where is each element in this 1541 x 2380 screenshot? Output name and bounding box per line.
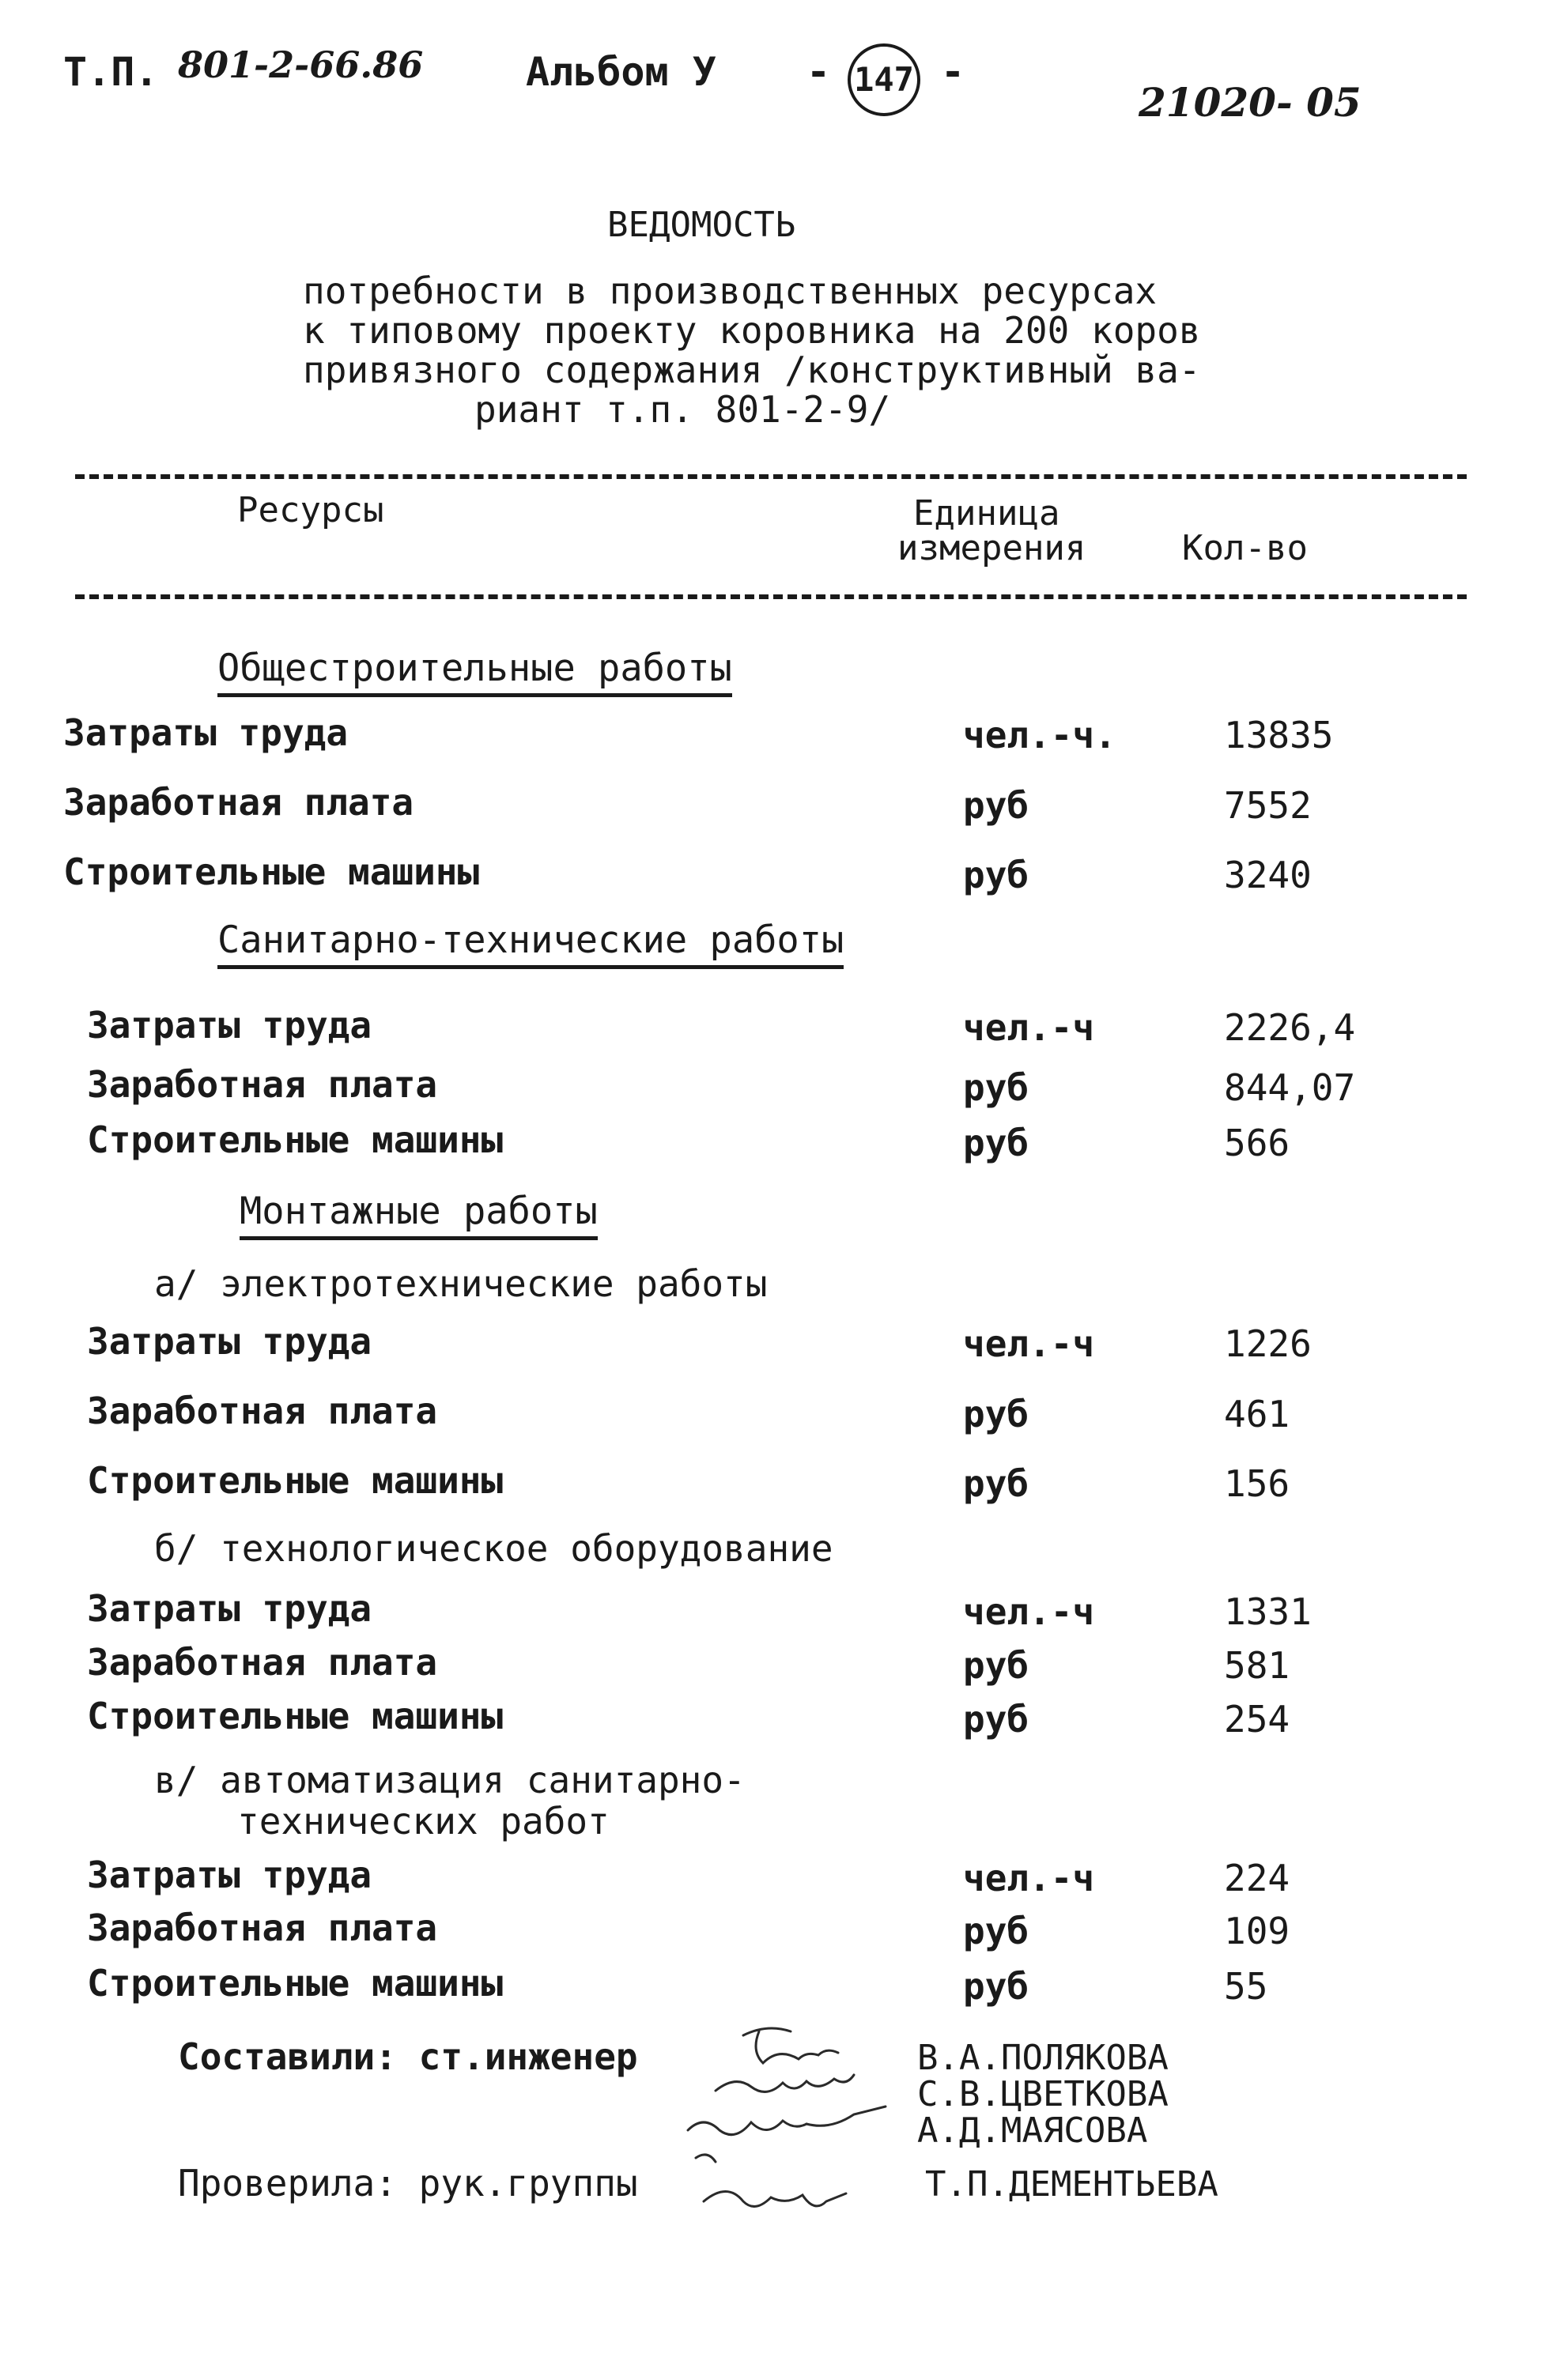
row-name: Затраты труда [87,1004,372,1047]
subsection-title: б/ технологическое оборудование [154,1527,833,1570]
row-name: Заработная плата [63,781,414,824]
row-unit: чел.-ч [963,1857,1095,1899]
page-prefix: - [806,49,831,95]
title-line-4: риант т.п. 801-2-9/ [474,388,891,431]
row-unit: руб [963,1965,1029,2008]
checked-label: Проверила: рук.группы [178,2162,638,2205]
row-name: Заработная плата [87,1390,438,1432]
row-qty: 844,07 [1224,1066,1356,1109]
row-qty: 224 [1224,1857,1290,1899]
row-name: Строительные машины [87,1459,504,1502]
row-qty: 13835 [1224,714,1334,756]
row-qty: 566 [1224,1122,1290,1164]
row-unit: руб [963,1910,1029,1952]
row-unit: чел.-ч. [963,714,1116,756]
row-name: Строительные машины [87,1962,504,2005]
row-qty: 1331 [1224,1590,1312,1633]
compiler-name: А.Д.МАЯСОВА [917,2110,1148,2151]
row-name: Заработная плата [87,1907,438,1949]
section-title: Общестроительные работы [217,647,732,697]
row-name: Строительные машины [63,851,480,893]
row-qty: 461 [1224,1393,1290,1435]
subsection-title: а/ электротехнические работы [154,1262,768,1305]
row-qty: 109 [1224,1910,1290,1952]
title-line-3: привязного содержания /конструктивный ва- [303,349,1201,391]
title-line-1: потребности в производственных ресурсах [303,270,1158,312]
row-qty: 7552 [1224,784,1312,827]
row-name: Затраты труда [87,1320,372,1363]
col-unit-line1: Единица [913,493,1060,534]
col-unit-line2: измерения [897,528,1086,568]
row-unit: руб [963,1462,1029,1505]
subsection-title: в/ автоматизация санитарно- [154,1759,746,1801]
doc-code: 21020- 05 [1139,79,1362,126]
section-title: Санитарно-технические работы [217,918,844,969]
row-qty: 1226 [1224,1322,1312,1365]
title-line-2: к типовому проекту коровника на 200 коров [303,309,1201,352]
album-label: Альбом У [526,49,716,95]
row-qty: 156 [1224,1462,1290,1505]
row-name: Заработная плата [87,1641,438,1684]
row-name: Затраты труда [87,1587,372,1630]
row-unit: руб [963,1393,1029,1435]
col-resources: Ресурсы [237,490,384,530]
section-title: Монтажные работы [240,1190,598,1240]
row-name: Затраты труда [63,711,349,754]
compiled-label: Составили: ст.инженер [178,2035,638,2078]
subsection-title-cont: технических работ [237,1800,610,1843]
row-unit: руб [963,1066,1029,1109]
header-divider-top [75,474,1467,479]
row-unit: руб [963,1698,1029,1741]
compiler-name: С.В.ЦВЕТКОВА [917,2074,1169,2114]
row-qty: 581 [1224,1644,1290,1687]
page-suffix: - [941,49,965,95]
tp-number: 801-2-66.86 [178,43,424,86]
row-name: Затраты труда [87,1854,372,1896]
compiler-name: В.А.ПОЛЯКОВА [917,2038,1169,2078]
row-qty: 55 [1224,1965,1268,2008]
page-number: 147 [848,43,920,116]
row-qty: 3240 [1224,854,1312,896]
col-quantity: Кол-во [1182,528,1308,568]
row-unit: руб [963,1122,1029,1164]
row-unit: чел.-ч [963,1322,1095,1365]
document-heading: ВЕДОМОСТЬ [607,205,796,245]
row-name: Заработная плата [87,1063,438,1106]
checker-name: Т.П.ДЕМЕНТЬЕВА [925,2164,1218,2205]
row-unit: чел.-ч [963,1006,1095,1049]
row-unit: руб [963,784,1029,827]
tp-label: Т.П. [63,49,159,95]
row-name: Строительные машины [87,1695,504,1737]
handwritten-signatures [648,2020,909,2233]
row-qty: 2226,4 [1224,1006,1356,1049]
row-qty: 254 [1224,1698,1290,1741]
row-unit: руб [963,1644,1029,1687]
header-divider-bottom [75,594,1467,599]
row-unit: руб [963,854,1029,896]
row-name: Строительные машины [87,1118,504,1161]
row-unit: чел.-ч [963,1590,1095,1633]
